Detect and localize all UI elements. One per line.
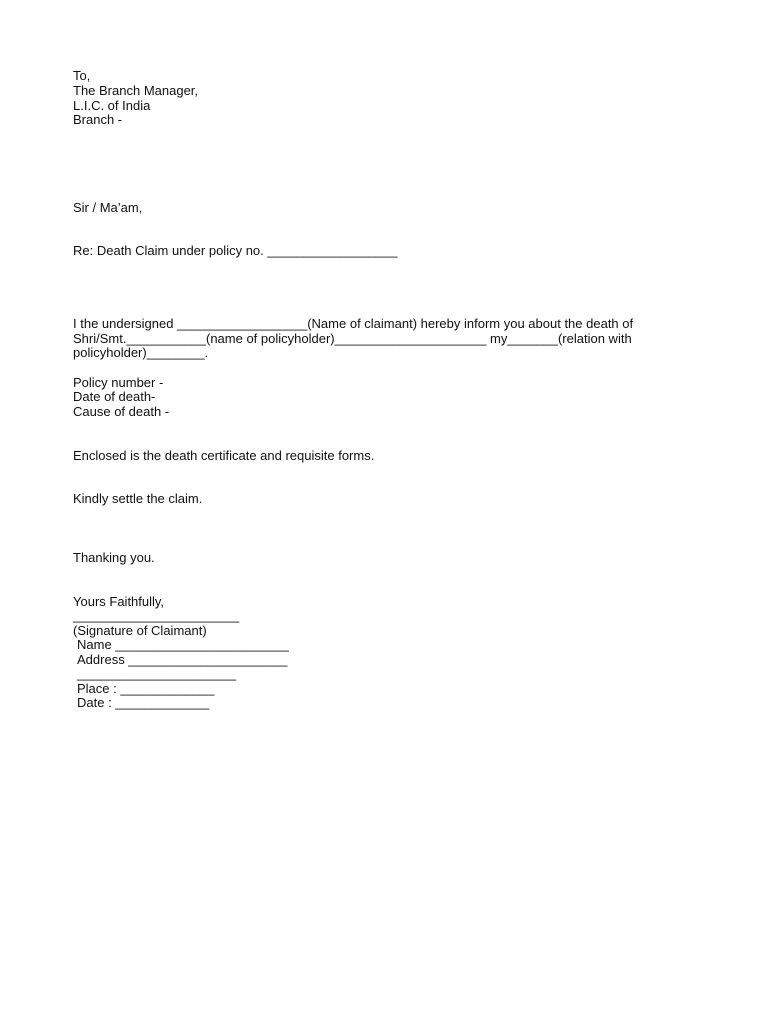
body-paragraph: I the undersigned __________________(Name of claimant) hereby inform you about the death of Shri/Smt.___________(name of policyholder)_____________________ my_______(relation with policyholder)________. bbox=[73, 316, 634, 360]
address-to: To, bbox=[73, 68, 91, 83]
address-organization: L.I.C. of India bbox=[73, 98, 151, 113]
subject-line: Re: Death Claim under policy no. __________________ bbox=[73, 243, 398, 258]
request-line: Kindly settle the claim. bbox=[73, 491, 203, 506]
date-of-death-field: Date of death- bbox=[73, 389, 156, 404]
address-recipient: The Branch Manager, bbox=[73, 83, 199, 98]
enclosure-note: Enclosed is the death certificate and requisite forms. bbox=[73, 448, 375, 463]
place-field: Place : _____________ bbox=[77, 681, 215, 696]
address-field-continued: ______________________ bbox=[77, 666, 237, 681]
signature-line: _______________________ bbox=[73, 608, 240, 623]
date-field: Date : _____________ bbox=[77, 695, 210, 710]
signature-label: (Signature of Claimant) bbox=[73, 623, 207, 638]
salutation: Sir / Ma’am, bbox=[73, 200, 143, 215]
thanks-line: Thanking you. bbox=[73, 550, 155, 565]
sign-off: Yours Faithfully, bbox=[73, 594, 165, 609]
policy-number-field: Policy number - bbox=[73, 375, 164, 390]
cause-of-death-field: Cause of death - bbox=[73, 404, 170, 419]
address-field: Address ______________________ bbox=[77, 652, 288, 667]
address-branch: Branch - bbox=[73, 112, 123, 127]
name-field: Name ________________________ bbox=[77, 637, 289, 652]
